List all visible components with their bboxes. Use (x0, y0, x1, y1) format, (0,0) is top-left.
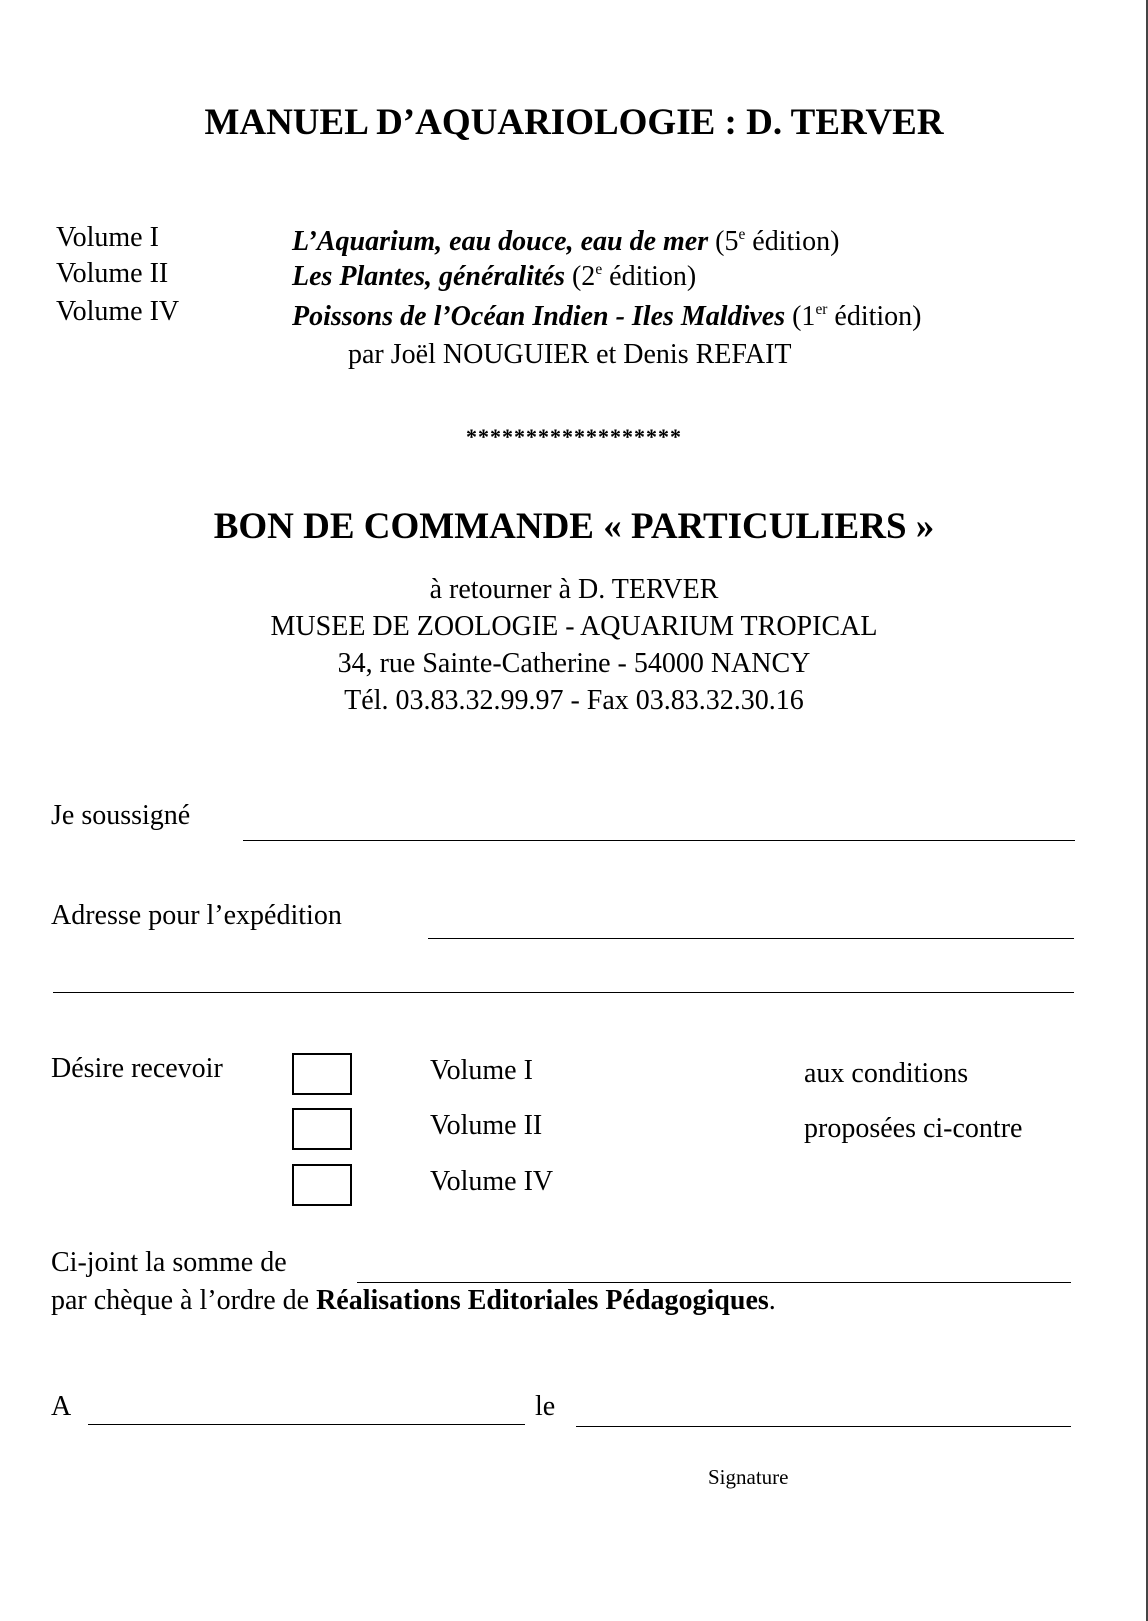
cheque-line: par chèque à l’ordre de Réalisations Editoriales Pédagogiques. (51, 1285, 776, 1316)
volume-edition: (2e édition) (571, 261, 697, 292)
checkbox-volume-iv[interactable] (292, 1164, 352, 1206)
undersigned-field[interactable] (243, 840, 1075, 841)
address-line: 34, rue Sainte-Catherine - 54000 NANCY (337, 648, 811, 679)
conditions-text: proposées ci-contre (804, 1113, 1023, 1144)
volume-label: Volume IV (56, 296, 180, 327)
conditions-text: aux conditions (804, 1058, 969, 1089)
checkbox-volume-ii[interactable] (292, 1108, 352, 1150)
option-volume-i: Volume I (430, 1055, 533, 1086)
volume-description (292, 261, 696, 293)
place-field[interactable] (88, 1424, 525, 1425)
address-line: Tél. 03.83.32.99.97 - Fax 03.83.32.30.16 (344, 685, 804, 716)
volume-description (292, 301, 922, 333)
authors-line: par Joël NOUGUIER et Denis REFAIT (348, 339, 792, 370)
volume-title: Poissons de l’Océan Indien - Iles Maldives (292, 301, 786, 332)
place-label: A (51, 1391, 72, 1422)
volume-label: Volume I (56, 222, 159, 253)
checkbox-volume-i[interactable] (292, 1053, 352, 1095)
option-volume-iv: Volume IV (430, 1166, 554, 1197)
signature-label: Signature (708, 1465, 789, 1489)
sum-label: Ci-joint la somme de (51, 1247, 287, 1278)
asterisk-separator: ****************** (466, 424, 682, 449)
volume-title: Les Plantes, généralités (292, 261, 565, 292)
undersigned-label: Je soussigné (51, 800, 191, 831)
cheque-payee: Réalisations Editoriales Pédagogiques (316, 1285, 769, 1316)
sum-field[interactable] (357, 1282, 1071, 1283)
volume-description (292, 226, 839, 258)
volume-edition: (1er édition) (792, 301, 922, 332)
order-form-title: BON DE COMMANDE « PARTICULIERS » (213, 506, 935, 547)
page-title: MANUEL D’AQUARIOLOGIE : D. TERVER (204, 102, 944, 143)
address-line: MUSEE DE ZOOLOGIE - AQUARIUM TROPICAL (270, 611, 878, 642)
address-line: à retourner à D. TERVER (429, 574, 719, 605)
address-field[interactable] (428, 938, 1074, 939)
address-field-line-2[interactable] (53, 992, 1074, 993)
date-label: le (535, 1391, 556, 1422)
address-label: Adresse pour l’expédition (51, 900, 342, 931)
volume-label: Volume II (56, 258, 169, 289)
volume-title: L’Aquarium, eau douce, eau de mer (292, 226, 709, 257)
date-field[interactable] (576, 1426, 1071, 1427)
volume-edition: (5e édition) (715, 226, 840, 257)
option-volume-ii: Volume II (430, 1110, 543, 1141)
receive-label: Désire recevoir (51, 1053, 223, 1084)
